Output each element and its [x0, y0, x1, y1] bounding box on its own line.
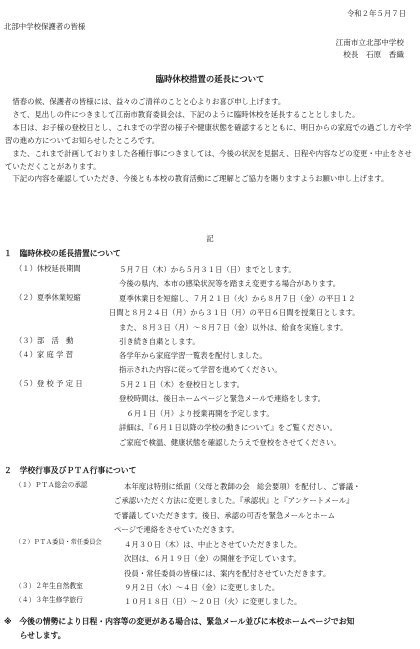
item-line: で審議していただきます。後日、承認の可否を緊急メールとホーム [114, 510, 335, 520]
item-label: （４）３年生修学旅行 [15, 596, 83, 604]
item-line: 次回は、６月１９日（金）の開催を予定しています。 [124, 554, 301, 564]
item-line: 引き続き自粛とします。 [119, 337, 200, 346]
item-line: ５月７日（木）から５月３１日（日）までとします。 [119, 265, 296, 274]
item-line: ９月２日（水）～４日（金）に変更しました。 [124, 583, 280, 592]
body-paragraph: また、これまで計画しておりました各種行事につきましては、今後の状況を見据え、日程や内容などの変更・中止をさせていただくことがあります。 [5, 148, 412, 171]
item-line: ６月１日（月）より授業再開を予定します。 [119, 408, 274, 418]
item-content [119, 349, 282, 378]
item-line: ４月３０日（木）は、中止とさせていただきました。 [124, 540, 302, 549]
item-line: また、８月３日（月）～８月７日（金）以外は、給食を実施します。 [119, 322, 348, 332]
note-line: らせします。 [4, 631, 66, 640]
item-line: ページで連絡をさせていただきます。 [114, 525, 239, 535]
section1-heading: １ 臨時休校の延長措置について [4, 249, 121, 258]
item-label: （４）家 庭 学 習 [15, 350, 74, 359]
item-line: 夏季休業日を短縮し、７月２１日（火）から８月７日（金）の平日１２ [119, 294, 356, 303]
school-name: 江南市立北部中学校 [335, 38, 404, 47]
item-label: （２）夏季休業短縮 [15, 293, 81, 302]
body-paragraph: 下記の内容を確認していただき、今後とも本校の教育活動にご理解とご協力を賜りますようお願い申し上げます。 [12, 174, 389, 184]
body-paragraph: 惜春の候、保護者の皆様には、益々のご清祥のことと心よりお喜び申し上げます。 [12, 97, 286, 106]
item-content [119, 263, 340, 292]
ki-marker: 記 [206, 234, 214, 243]
item-label: （１）ＰＴＡ総会の承認 [15, 481, 88, 489]
item-label: （２）ＰＴＡ委員・常任委員会 [15, 539, 102, 546]
item-line: ５月２１日（木）を登校日とします。 [119, 380, 245, 389]
recipient: 北部中学校保護者の皆様 [4, 22, 86, 31]
item-line: 今後の県内、本市の感染状況等を踏まえ変更する場合があります。 [119, 279, 341, 289]
item-line: 詳細は、『６月１日以降の学校の動きについて』をご覧ください。 [119, 423, 337, 433]
item-label: （３）２年生自然教室 [15, 582, 83, 590]
item-line: ご承認いただく方法に変更しました。『承認状』と『アンケートメール』 [114, 496, 354, 506]
item-content [119, 378, 341, 450]
item-label: （３）部 活 動 [15, 336, 74, 345]
item-line: １０月１８日（日）～２０日（火）に変更しました。 [124, 597, 302, 606]
body-paragraph: さて、見出しの件につきまして江南市教育委員会は、下記のように臨時休校を延長することとしました。 [12, 109, 360, 119]
item-line: 各学年から家庭学習一覧表を配付しました。 [119, 351, 267, 360]
item-label: （５）登 校 予 定 日 [15, 379, 83, 388]
sender [336, 37, 404, 61]
item-content [124, 538, 330, 581]
principal-name: 校長 石原 香織 [343, 49, 404, 59]
item-line: 役員・常任委員の皆様には、案内を配付させていただきます。 [124, 568, 331, 578]
item-line: ご家庭で検温、健康状態を確認したうえで登校をさせてください。 [119, 437, 341, 447]
body-text [5, 96, 415, 186]
body-paragraph: 本日は、お子様の登校日とし、これまでの学習の様子や健康状態を確認するとともに、明日からの家庭での過ごし方や学習の進め方についてお知らせしたところです。 [5, 122, 412, 145]
footer-note [4, 615, 414, 643]
item-content [124, 581, 279, 595]
item-label: （１）休校延長期間 [15, 264, 81, 273]
item-content [119, 335, 200, 349]
item-content [114, 480, 361, 538]
section2-heading: ２ 学校行事及びＰＴＡ行事について [4, 466, 137, 475]
item-line: 日間と８月２４日（月）から３１日（月）の平日６日間を授業日とします。 [109, 308, 360, 318]
item-line: 本年度は特別に紙面（父母と教師の会 総会要項）を配付し、ご審議・ [124, 482, 361, 491]
item-line: 指示された内容に従って学習を進めてください。 [119, 365, 282, 375]
note-line: ※ 今後の情勢により日程・内容等の変更がある場合は、緊急メール並びに本校ホームページでお知 [4, 617, 355, 626]
document-title: 臨時休校措置の延長について [155, 74, 265, 84]
item-content [124, 595, 301, 609]
item-line: 登校時間は、後日ホームページと緊急メールで連絡をします。 [119, 394, 326, 404]
date: 令和２年５月７日 [346, 9, 406, 18]
item-content [109, 292, 360, 335]
